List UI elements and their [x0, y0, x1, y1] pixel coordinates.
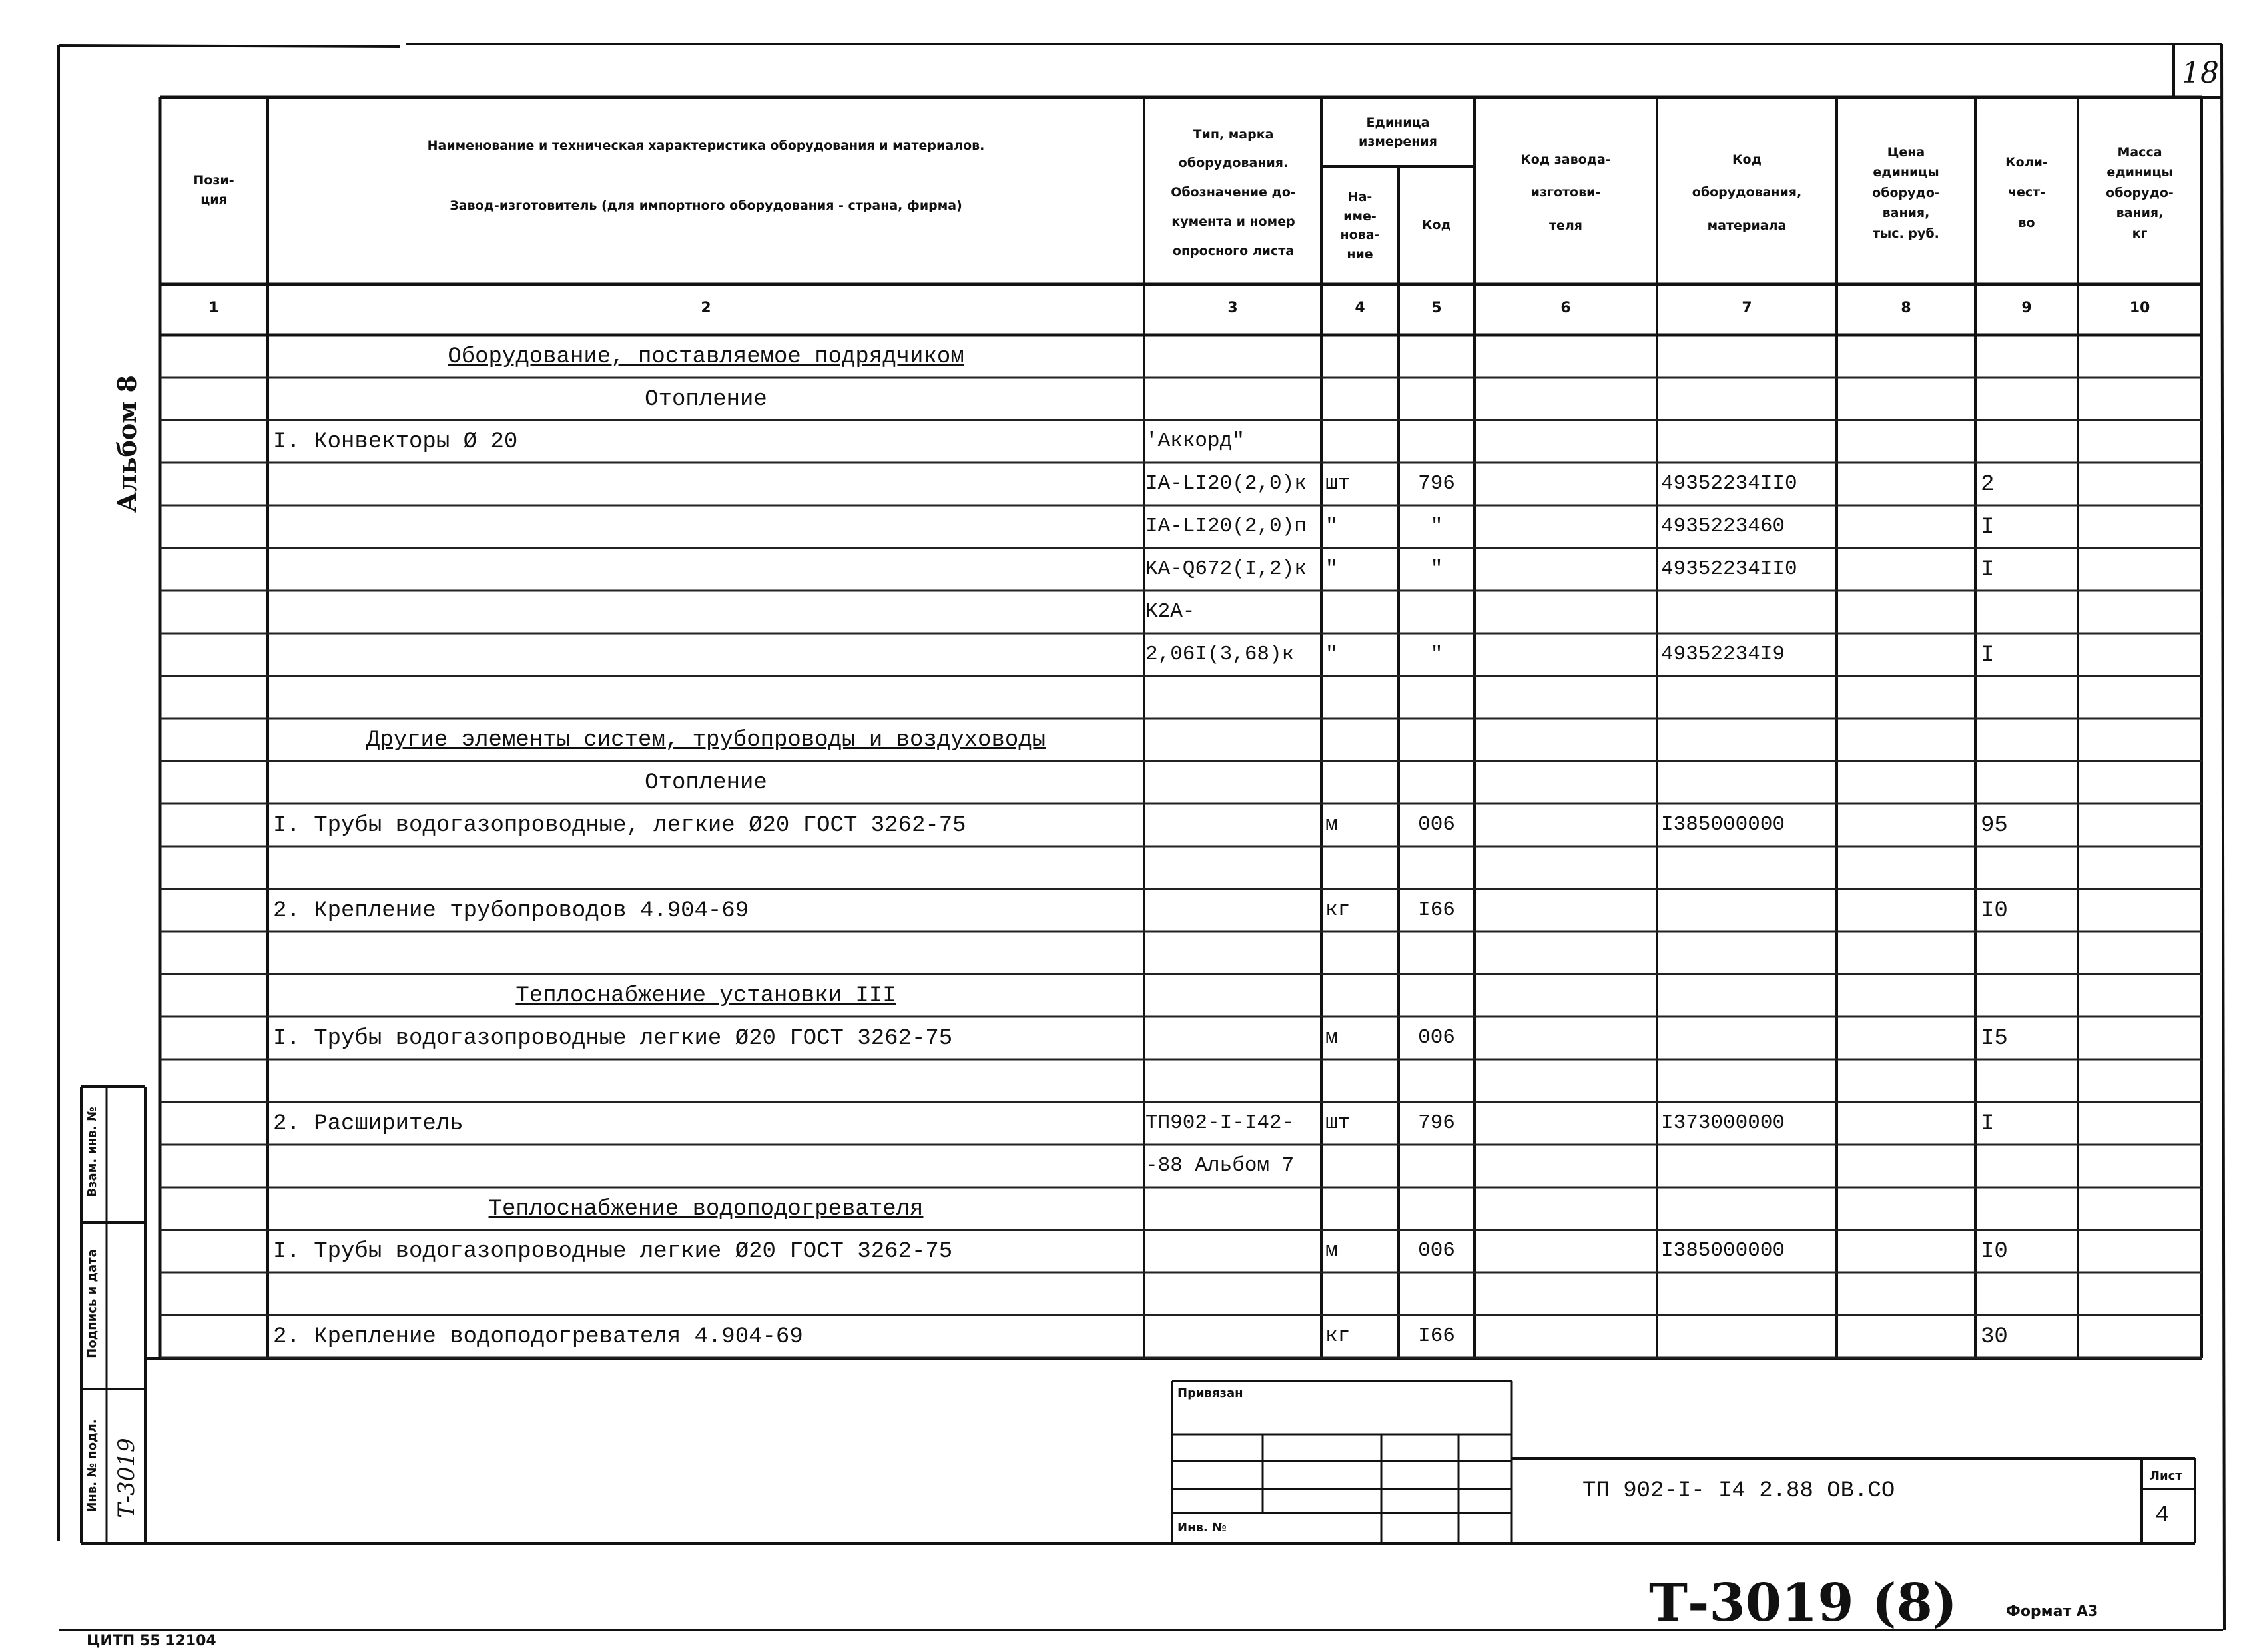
cell-col-7: 49352234II0: [1661, 559, 1797, 579]
cell-col-3: IA-LI20(2,0)п: [1145, 516, 1307, 537]
stamp-inv-podl: Инв. № подл.: [85, 1419, 99, 1512]
column-number: 6: [1560, 300, 1571, 316]
header-name-line1: Наименование и техническая характеристика оборудования и материалов.: [427, 138, 985, 154]
cell-col-2: I. Трубы водогазопроводные легкие Ø20 ГОСТ 3262-75: [273, 1240, 953, 1263]
header-price: Цена единицы оборудо- вания, тыс. руб.: [1872, 145, 1940, 241]
cell-col-2: Другие элементы систем, трубопроводы и воздуховоды: [366, 729, 1046, 752]
table-row: [0, 889, 2255, 932]
table-row: [0, 548, 2255, 591]
cell-col-2: I. Трубы водогазопроводные легкие Ø20 ГОСТ 3262-75: [273, 1027, 953, 1050]
cell-col-3: IA-LI20(2,0)к: [1145, 473, 1307, 494]
cell-col-4: шт: [1325, 1113, 1351, 1133]
binding-title: Привязан: [1177, 1386, 1243, 1400]
cell-col-3: KA-Q672(I,2)к: [1145, 559, 1307, 579]
table-row: [0, 1145, 2255, 1187]
cell-col-4: кг: [1325, 900, 1351, 920]
column-number: 1: [208, 300, 219, 316]
cell-col-7: I385000000: [1661, 814, 1785, 835]
corner-sheet-number: 18: [2182, 56, 2219, 90]
cell-col-2: 2. Крепление водоподогревателя 4.904-69: [273, 1326, 803, 1348]
cell-col-2: 2. Расширитель: [273, 1113, 464, 1135]
table-row: [0, 1017, 2255, 1059]
sheet-number: 4: [2155, 1502, 2170, 1529]
header-unit-code: Код: [1422, 218, 1451, 233]
stamp-inv-podl-value: Т-3019: [113, 1438, 140, 1518]
cell-col-9: 95: [1981, 814, 2008, 837]
cell-col-9: I0: [1981, 1240, 2008, 1263]
table-row: [0, 1315, 2255, 1358]
cell-col-2: I. Трубы водогазопроводные, легкие Ø20 ГОСТ 3262-75: [273, 814, 966, 837]
column-number: 8: [1901, 300, 1911, 316]
cell-col-2: Теплоснабжение установки III: [515, 985, 896, 1007]
cell-col-9: I: [1981, 644, 1995, 667]
stamp-vzam-inv: Взам. инв. №: [85, 1107, 99, 1197]
cell-col-5: I66: [1418, 1326, 1455, 1346]
sheet-label: Лист: [2150, 1469, 2182, 1483]
cell-col-4: ": [1325, 516, 1338, 537]
cell-col-4: м: [1325, 1027, 1338, 1048]
header-position: Пози- ция: [193, 172, 234, 207]
cell-col-2: Отопление: [645, 388, 767, 411]
cell-col-4: ": [1325, 644, 1338, 665]
cell-col-3: 'Аккорд": [1145, 431, 1245, 451]
cell-col-2: Теплоснабжение водоподогревателя: [488, 1198, 924, 1221]
table-row: [0, 804, 2255, 846]
table-row: [0, 1059, 2255, 1102]
header-mass: Масса единицы оборудо- вания, кг: [2106, 145, 2174, 241]
table-row: [0, 932, 2255, 974]
cell-col-9: 30: [1981, 1326, 2008, 1348]
table-row: [0, 633, 2255, 676]
cell-col-5: I66: [1418, 900, 1455, 920]
cell-col-9: I5: [1981, 1027, 2008, 1050]
table-row: [0, 505, 2255, 548]
cell-col-5: ": [1430, 516, 1443, 537]
header-equipment-code: Код оборудования, материала: [1692, 152, 1802, 233]
table-row: [0, 335, 2255, 378]
header-name-line2: Завод-изготовитель (для импортного оборудования - страна, фирма): [450, 198, 962, 214]
cell-col-2: Отопление: [645, 772, 767, 794]
column-number: 4: [1355, 300, 1365, 316]
cell-col-5: 796: [1418, 1113, 1455, 1133]
document-designation: ТП 902-I- I4 2.88 ОВ.СО: [1582, 1478, 1895, 1504]
table-row: [0, 1230, 2255, 1272]
cell-col-7: I373000000: [1661, 1113, 1785, 1133]
cell-col-5: 006: [1418, 1027, 1455, 1048]
table-row: [0, 761, 2255, 804]
cell-col-9: I: [1981, 559, 1995, 581]
cell-col-2: I. Конвекторы Ø 20: [273, 431, 518, 453]
column-number: 3: [1227, 300, 1238, 316]
cell-col-9: 2: [1981, 473, 1995, 496]
cell-col-5: ": [1430, 644, 1443, 665]
table-row: [0, 463, 2255, 505]
cell-col-4: м: [1325, 1240, 1338, 1261]
column-number: 9: [2021, 300, 2032, 316]
column-number: 5: [1431, 300, 1442, 316]
header-quantity: Коли- чест- во: [2005, 154, 2048, 230]
table-row: [0, 1102, 2255, 1145]
column-number: 7: [1742, 300, 1752, 316]
table-row: [0, 420, 2255, 463]
cell-col-5: 796: [1418, 473, 1455, 494]
cell-col-9: I0: [1981, 900, 2008, 922]
cell-col-4: ": [1325, 559, 1338, 579]
column-number: 10: [2129, 300, 2150, 316]
header-unit-name: На- име- нова- ние: [1340, 190, 1380, 262]
cell-col-3: 2,06I(3,68)к: [1145, 644, 1295, 665]
table-row: [0, 676, 2255, 718]
cell-col-2: Оборудование, поставляемое подрядчиком: [448, 346, 964, 368]
printer-code: ЦИТП 55 12104: [87, 1633, 216, 1649]
column-number: 2: [701, 300, 711, 316]
header-unit-group: Единица измерения: [1359, 115, 1437, 149]
album-side-label: Альбом 8: [112, 375, 142, 513]
table-row: [0, 1272, 2255, 1315]
table-row: [0, 1187, 2255, 1230]
table-row: [0, 718, 2255, 761]
cell-col-5: ": [1430, 559, 1443, 579]
cell-col-3: ТП902-I-I42-: [1145, 1113, 1295, 1133]
cell-col-7: I385000000: [1661, 1240, 1785, 1261]
cell-col-7: 49352234I9: [1661, 644, 1785, 665]
stamp-podpis-data: Подпись и дата: [85, 1249, 99, 1358]
cell-col-7: 49352234II0: [1661, 473, 1797, 494]
archive-number: Т-3019 (8): [1649, 1573, 1957, 1633]
cell-col-5: 006: [1418, 814, 1455, 835]
cell-col-4: шт: [1325, 473, 1351, 494]
header-type: Тип, марка оборудования. Обозначение до- кумента и номер опросного листа: [1171, 127, 1296, 258]
format-label: Формат А3: [2006, 1603, 2098, 1620]
cell-col-4: кг: [1325, 1326, 1351, 1346]
cell-col-2: 2. Крепление трубопроводов 4.904-69: [273, 900, 749, 922]
table-row: [0, 591, 2255, 633]
cell-col-3: K2A-: [1145, 601, 1195, 622]
cell-col-3: -88 Альбом 7: [1145, 1155, 1295, 1176]
table-row: [0, 846, 2255, 889]
cell-col-5: 006: [1418, 1240, 1455, 1261]
cell-col-7: 4935223460: [1661, 516, 1785, 537]
cell-col-4: м: [1325, 814, 1338, 835]
header-factory-code: Код завода- изготови- теля: [1520, 152, 1611, 233]
table-row: [0, 974, 2255, 1017]
table-row: [0, 378, 2255, 420]
binding-inv-label: Инв. №: [1177, 1521, 1227, 1535]
cell-col-9: I: [1981, 516, 1995, 539]
cell-col-9: I: [1981, 1113, 1995, 1135]
